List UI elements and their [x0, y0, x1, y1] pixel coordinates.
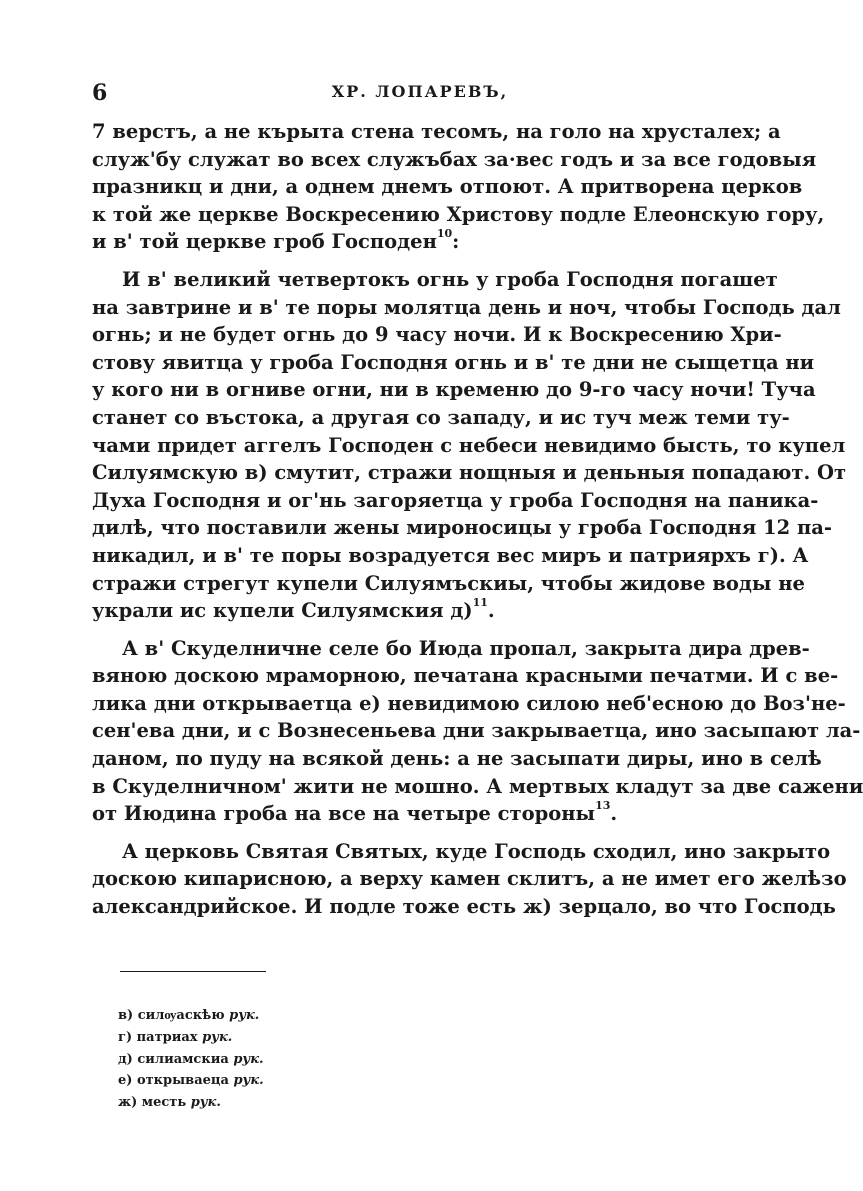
text-line: к той же церкве Воскресению Христову подле Елеонскую гору, [92, 202, 825, 226]
text-line: никадил, и в' те поры возрадуется вес миръ и патриярхъ г). А [92, 543, 809, 567]
text-line: служ'бу служат во всех служъбах за·вес годъ и за все годовыя [92, 147, 817, 171]
text-line: лика дни открываетца е) невидимою силою неб'есною до Воз'не- [92, 691, 846, 715]
footnotes [118, 1005, 264, 1114]
text-line: доскою кипарисною, а верху камен склитъ, а не имет его желѣзо [92, 867, 847, 891]
text-line: дилѣ, что поставили жены мироносицы у гроба Господня 12 па- [92, 516, 832, 540]
text-line: стову явитца у гроба Господня огнь и в' те дни не сыщетца ни [92, 350, 815, 374]
footnote-abbr: рук. [233, 1051, 264, 1067]
text-line: стражи стрегут купели Силуямъскиы, чтобы жидове воды не [92, 571, 805, 595]
text-line: Духа Господня и ог'нь загоряетца у гроба Господня на паникa- [92, 488, 819, 512]
footnote-text: в) силѹаскѣю [118, 1008, 230, 1023]
footnote-text: ж) месть [118, 1095, 191, 1111]
line-tail: . [610, 802, 618, 826]
paragraph [92, 266, 847, 625]
text-line: И в' великий четвертокъ огнь у гроба Господня погашет [122, 267, 778, 291]
footnote [118, 1049, 264, 1071]
footnote-text: д) силиамскиа [118, 1051, 234, 1067]
footnote [118, 1070, 264, 1092]
note-ref: 10 [436, 227, 453, 241]
note-ref: 13 [595, 799, 611, 813]
note-ref: 11 [472, 596, 488, 610]
line-text: и в' той церкве гроб Господен [92, 230, 437, 254]
text-line: А в' Скуделничне селе бо Июда пропал, закрыта дира древ- [122, 636, 810, 660]
line-tail: . [487, 599, 495, 623]
text-line: чами придет аггелъ Господен с небеси невидимо бысть, то купел [92, 433, 846, 457]
text-line: огнь; и не будет огнь до 9 часу ночи. И к Воскресению Хри- [92, 323, 782, 347]
text-line: Силуямскую в) смутит, стражи нощныя и деньныя попадают. От [92, 461, 847, 485]
footnote-abbr: рук. [202, 1029, 233, 1045]
paragraph [92, 635, 863, 828]
running-head: ХР. ЛОПАРЕВЪ, [331, 82, 509, 101]
line-tail: : [452, 230, 460, 254]
text-line: александрийское. И подле тоже есть ж) зерцало, во что Господь [92, 895, 836, 919]
footnote [118, 1092, 264, 1114]
text-line [92, 597, 726, 625]
page-number: 6 [92, 80, 108, 106]
footnote-abbr: рук. [233, 1073, 264, 1089]
text-line: в Скуделничном' жити не мошно. А мертвых кладут за две сажени [92, 774, 863, 798]
text-line: сен'ева дни, и с Вознесеньева дни закрываетца, ино засыпают ла- [92, 719, 861, 743]
footnote-text: г) патриах [118, 1029, 203, 1045]
footnote-rule [120, 971, 266, 972]
footnote-abbr: рук. [190, 1095, 221, 1111]
body-text [92, 118, 863, 931]
footnote [118, 1005, 264, 1027]
line-text: украли ис купели Силуямския д) [92, 599, 473, 623]
text-line: празникц и дни, а однем днемъ отпоют. А притворена церков [92, 175, 803, 199]
footnote-abbr: рук. [229, 1008, 260, 1023]
paragraph [92, 118, 825, 256]
text-line: у кого ни в огниве огни, ни в кременю до 9-го часу ночи! Туча [92, 378, 816, 402]
text-line [92, 800, 726, 828]
text-line: вяною доскою мраморною, печатана красными печатми. И с ве- [92, 664, 839, 688]
text-line: 7 верстъ, а не кърыта стена тесомъ, на голо на хрусталех; а [92, 120, 781, 143]
paragraph [92, 838, 847, 921]
text-line [92, 228, 726, 256]
footnote-text: е) открываеца [118, 1073, 234, 1089]
text-line: станет со въстока, а другая со западу, и ис туч меж теми ту- [92, 405, 790, 429]
text-line: А церковь Святая Святых, куде Господь сходил, ино закрыто [122, 839, 831, 863]
text-line: на завтрине и в' те поры молятца день и ноч, чтобы Господь дал [92, 295, 841, 319]
text-line: даном, по пуду на всякой день: а не засыпати диры, ино в селѣ [92, 747, 822, 771]
line-text: от Июдина гроба на все на четыре стороны [92, 802, 596, 826]
footnote [118, 1027, 264, 1049]
